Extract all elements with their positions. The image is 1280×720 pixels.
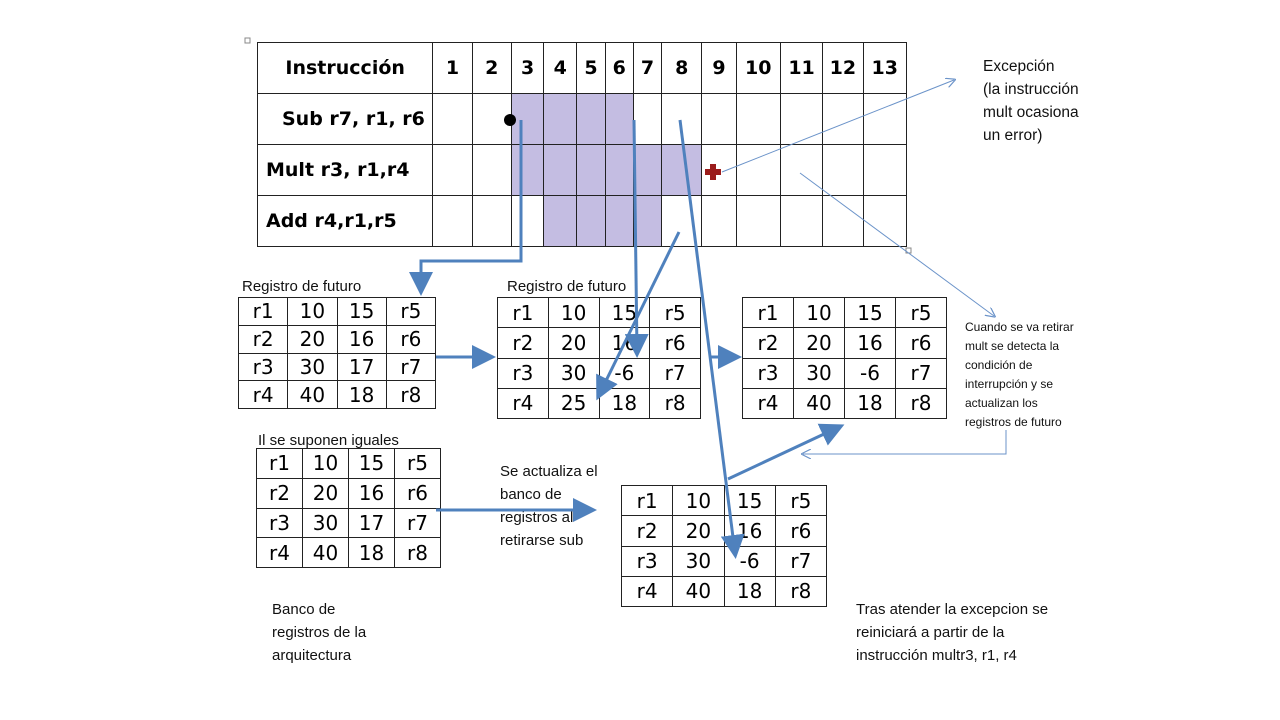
register-cell: -6: [599, 358, 650, 388]
register-cell: r2: [239, 325, 288, 353]
register-row: [743, 388, 947, 418]
register-cell: r1: [743, 298, 794, 328]
retire-note: [965, 318, 1074, 432]
header-cycle: 7: [633, 43, 661, 94]
register-cell: r5: [650, 298, 701, 328]
register-cell: 10: [548, 298, 599, 328]
register-cell: r2: [498, 328, 549, 358]
exception-note-line: Excepción: [983, 58, 1055, 75]
register-cell: r5: [775, 486, 826, 516]
register-row: [743, 298, 947, 328]
header-cycle: 6: [605, 43, 633, 94]
register-cell: 18: [845, 388, 896, 418]
register-cell: r5: [395, 449, 441, 479]
future-register-label-2: Registro de futuro: [507, 278, 627, 295]
register-cell: r4: [239, 381, 288, 409]
register-cell: r4: [257, 538, 303, 568]
register-cell: r2: [743, 328, 794, 358]
register-cell: -6: [724, 546, 775, 576]
update-note-line: banco de: [500, 486, 562, 503]
register-cell: r7: [650, 358, 701, 388]
register-row: [622, 546, 827, 576]
future-register-table-2: [497, 297, 701, 419]
pipeline-row-add: [258, 196, 907, 247]
register-row: [743, 328, 947, 358]
stage-cell: [544, 94, 577, 145]
thin-arrow-update-future: [803, 430, 1006, 454]
register-cell: 10: [794, 298, 845, 328]
register-cell: r7: [386, 353, 435, 381]
header-cycle: 9: [702, 43, 736, 94]
register-cell: 15: [599, 298, 650, 328]
stage-cell: [633, 145, 661, 196]
restart-note-line: reiniciará a partir de la: [856, 624, 1005, 641]
future-register-table-1: [238, 297, 436, 409]
register-cell: 40: [794, 388, 845, 418]
header-cycle: 11: [780, 43, 822, 94]
register-cell: r2: [257, 478, 303, 508]
register-cell: 25: [548, 388, 599, 418]
header-cycle: 5: [577, 43, 605, 94]
header-cycle: 1: [433, 43, 472, 94]
register-cell: r3: [239, 353, 288, 381]
exception-note: [983, 55, 1079, 147]
register-row: [239, 381, 436, 409]
register-cell: r8: [386, 381, 435, 409]
register-row: [257, 449, 441, 479]
register-row: [622, 486, 827, 516]
stage-cell: [544, 145, 577, 196]
register-cell: r6: [896, 328, 947, 358]
instruction-sub: Sub r7, r1, r6: [258, 94, 433, 145]
register-cell: r8: [896, 388, 947, 418]
architecture-bank-line: arquitectura: [272, 647, 352, 664]
corner-marker: [906, 248, 911, 253]
retire-note-line: registros de futuro: [965, 415, 1062, 429]
register-cell: r5: [386, 298, 435, 326]
register-cell: r8: [775, 576, 826, 606]
register-cell: 17: [349, 508, 395, 538]
architecture-register-table-2: [621, 485, 827, 607]
update-note-line: registros al: [500, 509, 574, 526]
register-cell: r6: [395, 478, 441, 508]
register-cell: 30: [548, 358, 599, 388]
register-cell: r6: [775, 516, 826, 546]
register-row: [622, 516, 827, 546]
register-cell: 20: [794, 328, 845, 358]
register-cell: 30: [288, 353, 337, 381]
stage-cell: [544, 196, 577, 247]
register-cell: 16: [337, 325, 386, 353]
retire-note-line: actualizan los: [965, 396, 1038, 410]
register-cell: r4: [498, 388, 549, 418]
register-cell: r3: [257, 508, 303, 538]
restart-note-line: instrucción multr3, r1, r4: [856, 647, 1017, 664]
register-cell: r4: [743, 388, 794, 418]
exception-note-line: un error): [983, 127, 1043, 144]
register-cell: 30: [794, 358, 845, 388]
register-row: [257, 508, 441, 538]
header-cycle: 8: [662, 43, 702, 94]
header-cycle: 4: [544, 43, 577, 94]
register-cell: r7: [896, 358, 947, 388]
retire-note-line: condición de: [965, 358, 1033, 372]
header-cycle: 13: [863, 43, 906, 94]
update-note: [500, 460, 598, 552]
arrow-arch-to-future3: [728, 427, 839, 479]
retire-note-line: Cuando se va retirar: [965, 320, 1074, 334]
stage-cell: [662, 145, 702, 196]
register-cell: r6: [650, 328, 701, 358]
header-cycle: 12: [823, 43, 863, 94]
register-cell: 40: [673, 576, 724, 606]
register-row: [498, 328, 701, 358]
pipeline-row-mult: [258, 145, 907, 196]
future-register-label-1: Registro de futuro: [242, 278, 362, 295]
register-cell: 10: [303, 449, 349, 479]
register-cell: 20: [548, 328, 599, 358]
architecture-bank-line: Banco de: [272, 601, 336, 618]
stage-cell: [605, 145, 633, 196]
register-cell: 16: [349, 478, 395, 508]
restart-note-line: Tras atender la excepcion se: [856, 601, 1049, 618]
register-row: [239, 353, 436, 381]
register-row: [239, 325, 436, 353]
assumed-equal-label: Il se suponen iguales: [258, 432, 399, 449]
register-cell: r3: [622, 546, 673, 576]
future-register-table-3: [742, 297, 947, 419]
corner-marker: [245, 38, 250, 43]
architecture-register-table-1: [256, 448, 441, 568]
register-cell: 15: [845, 298, 896, 328]
register-cell: 20: [673, 516, 724, 546]
register-cell: r1: [622, 486, 673, 516]
register-cell: 30: [673, 546, 724, 576]
architecture-bank-label: [272, 598, 366, 667]
register-row: [498, 388, 701, 418]
stage-cell: [577, 196, 605, 247]
update-note-line: retirarse sub: [500, 532, 584, 549]
retire-note-line: mult se detecta la: [965, 339, 1060, 353]
register-cell: r1: [257, 449, 303, 479]
retire-note-line: interrupción y se: [965, 377, 1054, 391]
register-cell: 40: [288, 381, 337, 409]
register-cell: 30: [303, 508, 349, 538]
register-cell: r3: [498, 358, 549, 388]
stage-cell: [577, 145, 605, 196]
stage-cell: [511, 94, 543, 145]
register-row: [743, 358, 947, 388]
stage-cell: [577, 94, 605, 145]
register-cell: r1: [498, 298, 549, 328]
exception-note-line: mult ocasiona: [983, 104, 1079, 121]
exception-note-line: (la instrucción: [983, 81, 1079, 98]
stage-cell: [511, 145, 543, 196]
register-cell: 40: [303, 538, 349, 568]
register-row: [257, 538, 441, 568]
register-row: [498, 358, 701, 388]
register-cell: r7: [395, 508, 441, 538]
register-cell: r5: [896, 298, 947, 328]
restart-note: [856, 598, 1048, 667]
stage-cell: [605, 94, 633, 145]
register-cell: 16: [845, 328, 896, 358]
register-row: [257, 478, 441, 508]
register-cell: 10: [288, 298, 337, 326]
header-cycle: 10: [736, 43, 780, 94]
header-cycle: 2: [472, 43, 511, 94]
register-cell: 20: [303, 478, 349, 508]
register-cell: 20: [288, 325, 337, 353]
register-cell: 10: [673, 486, 724, 516]
register-cell: 15: [337, 298, 386, 326]
pipeline-table: [257, 42, 907, 247]
pipeline-header-row: [258, 43, 907, 94]
register-cell: 16: [599, 328, 650, 358]
register-cell: r2: [622, 516, 673, 546]
pipeline-row-sub: [258, 94, 907, 145]
register-cell: 18: [349, 538, 395, 568]
register-cell: r6: [386, 325, 435, 353]
register-cell: 18: [724, 576, 775, 606]
update-note-line: Se actualiza el: [500, 463, 598, 480]
register-row: [239, 298, 436, 326]
register-cell: 17: [337, 353, 386, 381]
register-cell: -6: [845, 358, 896, 388]
register-cell: 15: [724, 486, 775, 516]
register-cell: 18: [337, 381, 386, 409]
header-instruction: Instrucción: [258, 43, 433, 94]
register-cell: r4: [622, 576, 673, 606]
architecture-bank-line: registros de la: [272, 624, 367, 641]
register-cell: 18: [599, 388, 650, 418]
register-cell: 16: [724, 516, 775, 546]
stage-cell: [633, 196, 661, 247]
register-cell: r1: [239, 298, 288, 326]
stage-cell: [605, 196, 633, 247]
register-cell: r3: [743, 358, 794, 388]
register-cell: r8: [650, 388, 701, 418]
register-cell: r7: [775, 546, 826, 576]
instruction-mult: Mult r3, r1,r4: [258, 145, 433, 196]
header-cycle: 3: [511, 43, 543, 94]
register-row: [622, 576, 827, 606]
register-cell: r8: [395, 538, 441, 568]
register-cell: 15: [349, 449, 395, 479]
instruction-add: Add r4,r1,r5: [258, 196, 433, 247]
register-row: [498, 298, 701, 328]
